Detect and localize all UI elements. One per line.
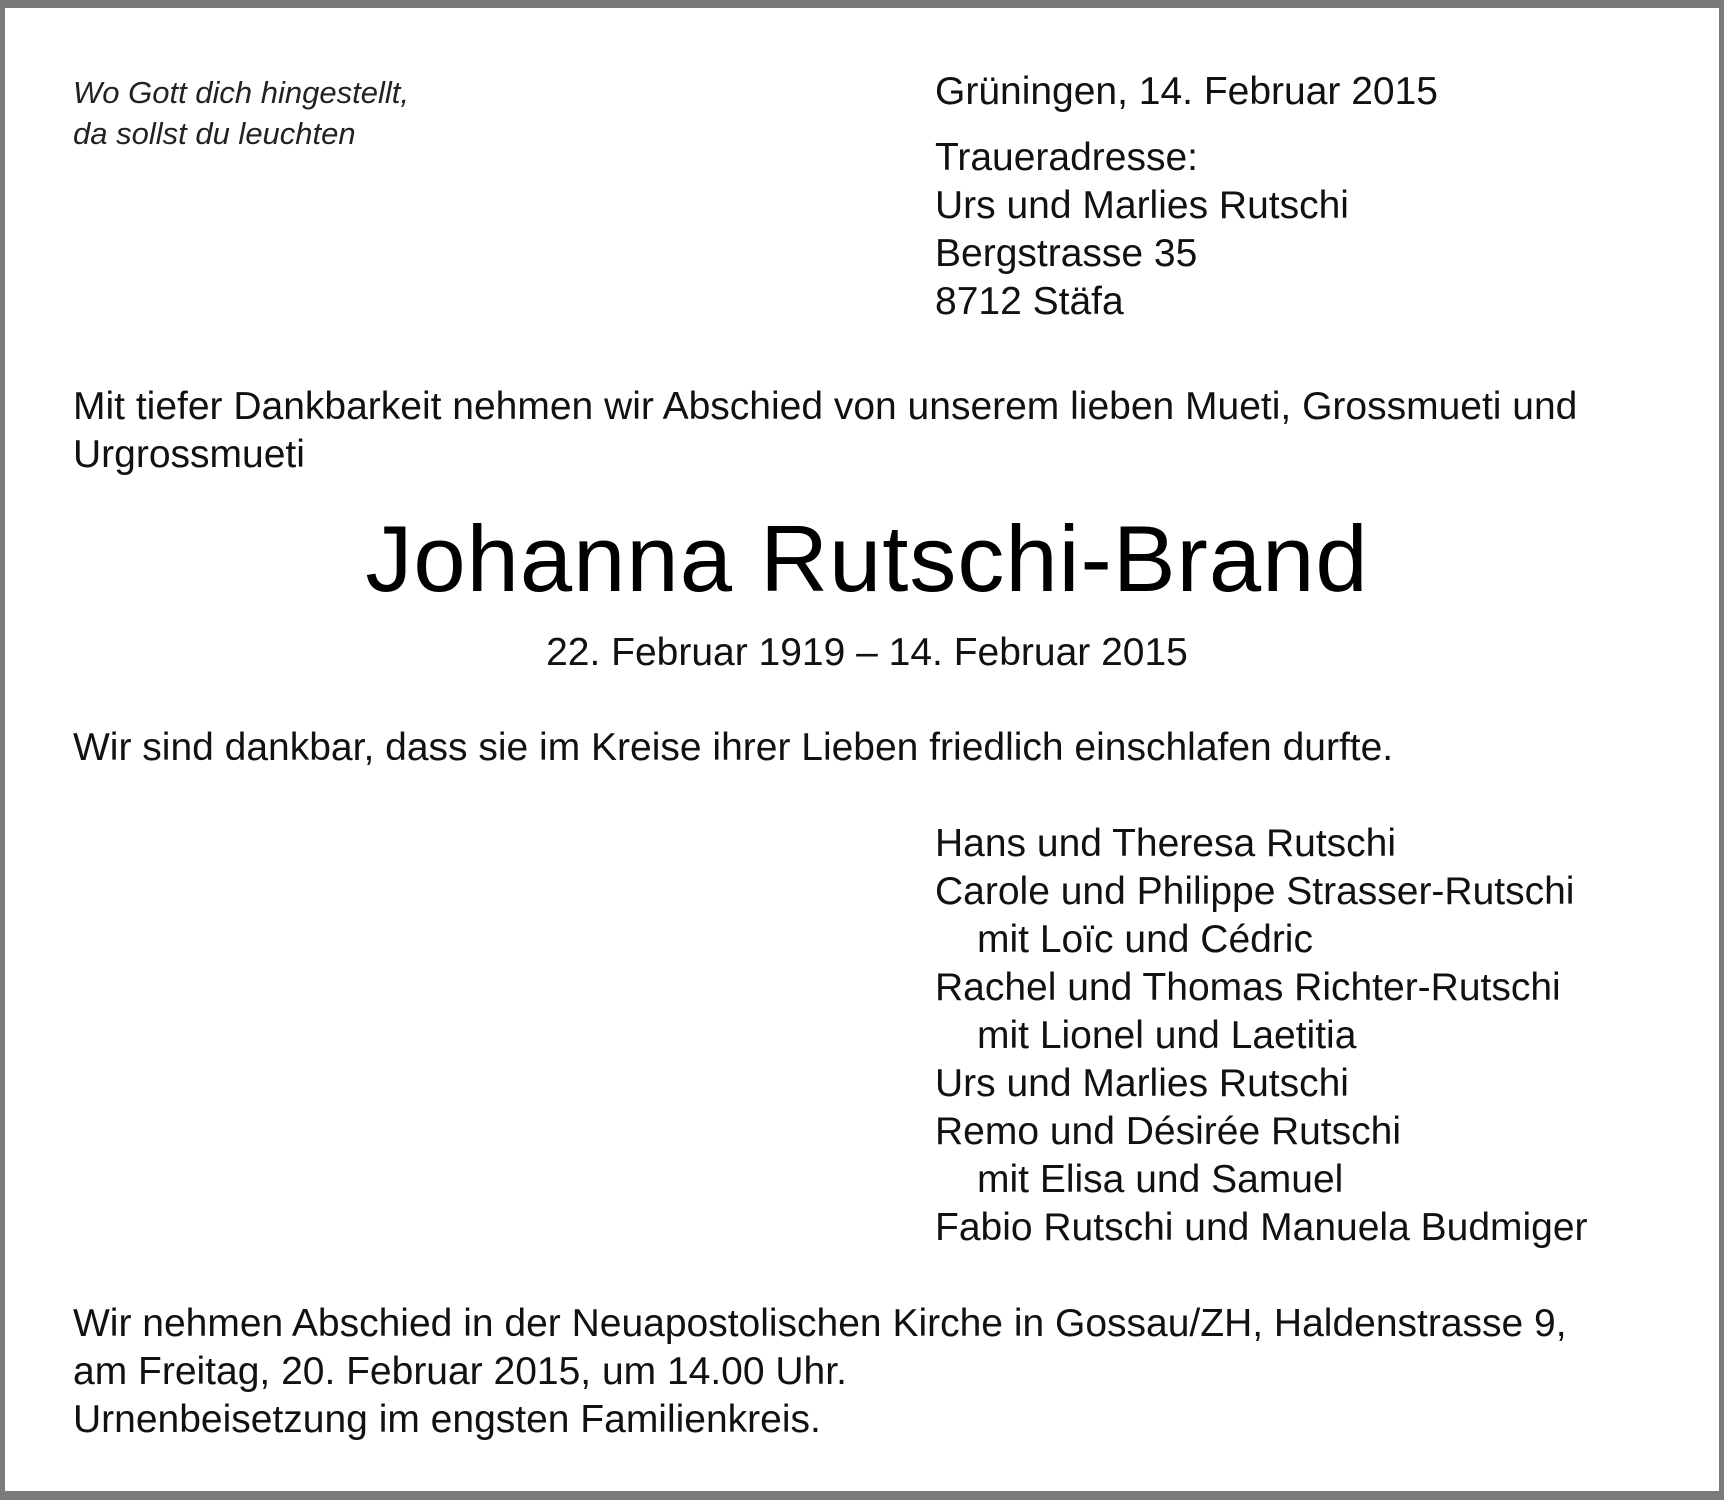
family-member: mit Loïc und Cédric bbox=[977, 918, 1313, 961]
family-member: Fabio Rutschi und Manuela Budmiger bbox=[935, 1206, 1588, 1249]
intro-line-1: Mit tiefer Dankbarkeit nehmen wir Abschied von unserem lieben Mueti, Grossmueti und bbox=[73, 385, 1578, 428]
address-heading: Traueradresse: bbox=[935, 136, 1199, 179]
life-dates: 22. Februar 1919 – 14. Februar 2015 bbox=[546, 631, 1188, 674]
family-member: Hans und Theresa Rutschi bbox=[935, 822, 1397, 865]
service-line-3: Urnenbeisetzung im engsten Familienkreis. bbox=[73, 1398, 821, 1441]
place-date: Grüningen, 14. Februar 2015 bbox=[935, 70, 1439, 113]
family-member: Carole und Philippe Strasser-Rutschi bbox=[935, 870, 1575, 913]
address-city: 8712 Stäfa bbox=[935, 280, 1124, 323]
thanks-text: Wir sind dankbar, dass sie im Kreise ihrer Lieben friedlich einschlafen durfte. bbox=[73, 726, 1394, 769]
motto-line-2: da sollst du leuchten bbox=[73, 116, 356, 151]
motto-line-1: Wo Gott dich hingestellt, bbox=[73, 75, 409, 110]
family-member: mit Elisa und Samuel bbox=[977, 1158, 1344, 1201]
family-member: Remo und Désirée Rutschi bbox=[935, 1110, 1402, 1153]
intro-text bbox=[73, 383, 1673, 479]
mourning-address bbox=[935, 134, 1349, 326]
family-member: Rachel und Thomas Richter-Rutschi bbox=[935, 966, 1561, 1009]
service-line-1: Wir nehmen Abschied in der Neuapostolischen Kirche in Gossau/ZH, Haldenstrasse 9, bbox=[73, 1302, 1567, 1345]
family-member: Urs und Marlies Rutschi bbox=[935, 1062, 1349, 1105]
service-line-2: am Freitag, 20. Februar 2015, um 14.00 Uhr. bbox=[73, 1350, 847, 1393]
family-list bbox=[935, 820, 1588, 1252]
deceased-name: Johanna Rutschi-Brand bbox=[365, 506, 1369, 611]
service-info bbox=[73, 1300, 1567, 1444]
address-name: Urs und Marlies Rutschi bbox=[935, 184, 1349, 227]
motto-quote bbox=[73, 72, 409, 154]
intro-line-2: Urgrossmueti bbox=[73, 433, 305, 476]
family-member: mit Lionel und Laetitia bbox=[977, 1014, 1357, 1057]
address-street: Bergstrasse 35 bbox=[935, 232, 1198, 275]
